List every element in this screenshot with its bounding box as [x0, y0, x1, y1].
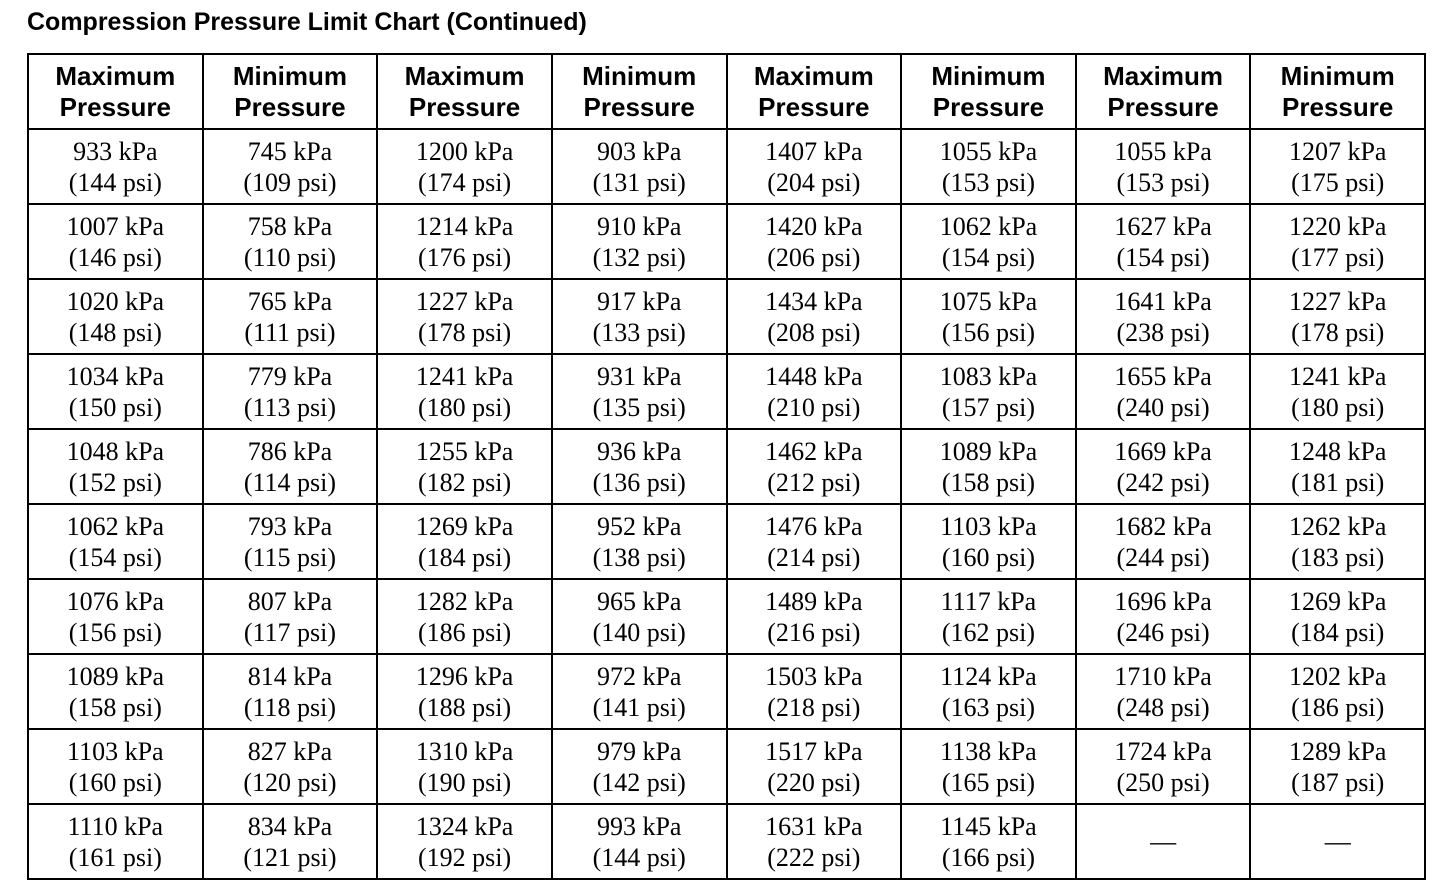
kpa-value: 1269 kPa — [1288, 586, 1387, 616]
kpa-value: 1655 kPa — [1114, 361, 1212, 391]
pressure-cell — [203, 279, 378, 354]
psi-value: (184 psi) — [417, 542, 512, 572]
psi-value: (242 psi) — [1116, 467, 1210, 497]
column-header — [203, 54, 378, 129]
kpa-value: 793 kPa — [247, 511, 333, 541]
pressure-cell — [901, 729, 1076, 804]
pressure-cell — [552, 504, 727, 579]
kpa-value: 1083 kPa — [939, 361, 1038, 391]
psi-value: (186 psi) — [417, 617, 512, 647]
psi-value: (240 psi) — [1116, 392, 1210, 422]
pressure-cell — [28, 354, 203, 429]
psi-value: (178 psi) — [1291, 317, 1385, 347]
pressure-cell — [1076, 579, 1251, 654]
pressure-cell — [552, 729, 727, 804]
pressure-cell — [552, 204, 727, 279]
psi-value: (182 psi) — [417, 467, 512, 497]
pressure-cell — [203, 129, 378, 204]
pressure-cell — [203, 579, 378, 654]
kpa-value: 1407 kPa — [765, 136, 863, 166]
kpa-value: 993 kPa — [596, 811, 682, 841]
psi-value: (166 psi) — [941, 842, 1036, 872]
psi-value: (140 psi) — [592, 617, 686, 647]
psi-value: (154 psi) — [1116, 242, 1210, 272]
pressure-cell — [901, 579, 1076, 654]
kpa-value: 1489 kPa — [765, 586, 863, 616]
pressure-cell — [28, 504, 203, 579]
pressure-cell — [901, 354, 1076, 429]
pressure-cell — [1076, 279, 1251, 354]
pressure-cell — [1250, 504, 1425, 579]
pressure-cell — [28, 654, 203, 729]
kpa-value: 1503 kPa — [765, 661, 863, 691]
kpa-value: 1075 kPa — [939, 286, 1038, 316]
pressure-cell — [28, 204, 203, 279]
pressure-cell — [28, 129, 203, 204]
psi-value: (114 psi) — [243, 467, 337, 497]
kpa-value: 1214 kPa — [415, 211, 514, 241]
kpa-value: 1062 kPa — [939, 211, 1038, 241]
pressure-cell — [203, 654, 378, 729]
pressure-cell — [203, 729, 378, 804]
kpa-value: 1207 kPa — [1288, 136, 1387, 166]
psi-value: (152 psi) — [68, 467, 162, 497]
psi-value: (180 psi) — [1291, 392, 1385, 422]
pressure-cell — [727, 579, 902, 654]
kpa-value: 1103 kPa — [940, 511, 1037, 541]
pressure-cell — [1076, 129, 1251, 204]
kpa-value: 1241 kPa — [1288, 361, 1387, 391]
psi-value: (177 psi) — [1291, 242, 1385, 272]
pressure-cell — [28, 279, 203, 354]
kpa-value: 1227 kPa — [1288, 286, 1387, 316]
psi-value: (154 psi) — [68, 542, 162, 572]
compression-pressure-table — [27, 53, 1426, 880]
kpa-value: 1420 kPa — [765, 211, 863, 241]
psi-value: (141 psi) — [592, 692, 686, 722]
column-header-line1: Maximum — [404, 60, 525, 91]
pressure-cell — [1076, 354, 1251, 429]
column-header-line2: Pressure — [234, 91, 346, 122]
pressure-cell — [901, 504, 1076, 579]
psi-value: (156 psi) — [941, 317, 1036, 347]
psi-value: (210 psi) — [767, 392, 861, 422]
column-header-line1: Maximum — [55, 60, 176, 91]
psi-value: (244 psi) — [1116, 542, 1210, 572]
pressure-cell — [1076, 654, 1251, 729]
kpa-value: 1034 kPa — [66, 361, 165, 391]
psi-value: (153 psi) — [1116, 167, 1210, 197]
psi-value: (218 psi) — [767, 692, 861, 722]
table-row — [28, 204, 1425, 279]
column-header — [377, 54, 552, 129]
psi-value: (113 psi) — [243, 392, 337, 422]
psi-value: (132 psi) — [592, 242, 686, 272]
pressure-cell — [377, 429, 552, 504]
psi-value: (120 psi) — [243, 767, 337, 797]
kpa-value: 1089 kPa — [939, 436, 1038, 466]
table-row — [28, 429, 1425, 504]
kpa-value: 1641 kPa — [1114, 286, 1212, 316]
pressure-cell — [377, 804, 552, 879]
psi-value: (220 psi) — [767, 767, 861, 797]
table-row — [28, 804, 1425, 879]
kpa-value: 1202 kPa — [1288, 661, 1387, 691]
psi-value: (150 psi) — [68, 392, 162, 422]
psi-value: (206 psi) — [767, 242, 861, 272]
kpa-value: 1262 kPa — [1288, 511, 1387, 541]
psi-value: (131 psi) — [592, 167, 686, 197]
pressure-cell — [1250, 279, 1425, 354]
psi-value: (246 psi) — [1116, 617, 1210, 647]
kpa-value: 1462 kPa — [765, 436, 863, 466]
table-row — [28, 129, 1425, 204]
table-row — [28, 279, 1425, 354]
psi-value: (158 psi) — [941, 467, 1036, 497]
pressure-cell — [377, 204, 552, 279]
column-header — [1076, 54, 1251, 129]
kpa-value: 1710 kPa — [1114, 661, 1212, 691]
column-header-line2: Pressure — [59, 91, 171, 122]
kpa-value: 1289 kPa — [1288, 736, 1387, 766]
psi-value: (115 psi) — [243, 542, 337, 572]
psi-value: (109 psi) — [243, 167, 337, 197]
pressure-cell — [28, 804, 203, 879]
psi-value: (118 psi) — [243, 692, 337, 722]
kpa-value: 1724 kPa — [1114, 736, 1212, 766]
kpa-value: 952 kPa — [596, 511, 682, 541]
column-header — [552, 54, 727, 129]
pressure-cell — [727, 729, 902, 804]
kpa-value: 779 kPa — [247, 361, 333, 391]
kpa-value: 1241 kPa — [415, 361, 514, 391]
column-header-line2: Pressure — [1107, 91, 1219, 122]
psi-value: (183 psi) — [1291, 542, 1385, 572]
kpa-value: 931 kPa — [596, 361, 682, 391]
kpa-value: 1296 kPa — [415, 661, 514, 691]
psi-value: (157 psi) — [941, 392, 1036, 422]
table-row — [28, 354, 1425, 429]
kpa-value: — — [1150, 827, 1177, 856]
pressure-cell — [1250, 129, 1425, 204]
pressure-cell — [901, 804, 1076, 879]
kpa-value: 972 kPa — [596, 661, 682, 691]
pressure-cell — [1250, 804, 1425, 879]
pressure-cell — [727, 804, 902, 879]
kpa-value: 1110 kPa — [67, 811, 164, 841]
psi-value: (178 psi) — [417, 317, 512, 347]
pressure-cell — [1076, 204, 1251, 279]
column-header-line2: Pressure — [1282, 91, 1394, 122]
pressure-cell — [203, 429, 378, 504]
kpa-value: 1089 kPa — [66, 661, 165, 691]
kpa-value: 1476 kPa — [765, 511, 863, 541]
kpa-value: 765 kPa — [247, 286, 333, 316]
psi-value: (187 psi) — [1291, 767, 1385, 797]
kpa-value: 814 kPa — [247, 661, 333, 691]
psi-value: (238 psi) — [1116, 317, 1210, 347]
kpa-value: 1117 kPa — [940, 586, 1037, 616]
column-header — [1250, 54, 1425, 129]
kpa-value: 1448 kPa — [765, 361, 863, 391]
kpa-value: 936 kPa — [596, 436, 682, 466]
column-header — [901, 54, 1076, 129]
column-header-line2: Pressure — [408, 91, 521, 122]
psi-value: (144 psi) — [592, 842, 686, 872]
kpa-value: 1055 kPa — [1114, 136, 1212, 166]
table-body — [28, 129, 1425, 879]
psi-value: (216 psi) — [767, 617, 861, 647]
pressure-cell — [203, 804, 378, 879]
psi-value: (248 psi) — [1116, 692, 1210, 722]
psi-value: (138 psi) — [592, 542, 686, 572]
psi-value: (163 psi) — [941, 692, 1036, 722]
kpa-value: 1631 kPa — [765, 811, 863, 841]
kpa-value: 745 kPa — [247, 136, 333, 166]
column-header-line1: Minimum — [582, 60, 697, 91]
pressure-cell — [552, 129, 727, 204]
table-header — [28, 54, 1425, 129]
psi-value: (117 psi) — [243, 617, 337, 647]
pressure-cell — [727, 654, 902, 729]
kpa-value: 979 kPa — [596, 736, 682, 766]
page-title: Compression Pressure Limit Chart (Continued) — [27, 8, 587, 36]
kpa-value: 1434 kPa — [765, 286, 863, 316]
pressure-cell — [1076, 804, 1251, 879]
column-header — [28, 54, 203, 129]
pressure-cell — [901, 429, 1076, 504]
psi-value: (160 psi) — [941, 542, 1036, 572]
pressure-cell — [1076, 729, 1251, 804]
column-header-line1: Minimum — [1280, 60, 1395, 91]
psi-value: (135 psi) — [592, 392, 686, 422]
pressure-cell — [552, 804, 727, 879]
kpa-value: 1682 kPa — [1114, 511, 1212, 541]
psi-value: (165 psi) — [941, 767, 1036, 797]
pressure-cell — [1076, 429, 1251, 504]
kpa-value: 903 kPa — [596, 136, 682, 166]
kpa-value: 807 kPa — [247, 586, 333, 616]
kpa-value: 1145 kPa — [940, 811, 1037, 841]
kpa-value: 1124 kPa — [940, 661, 1037, 691]
column-header — [727, 54, 902, 129]
psi-value: (204 psi) — [767, 167, 861, 197]
pressure-cell — [1250, 429, 1425, 504]
pressure-cell — [377, 504, 552, 579]
kpa-value: 1048 kPa — [66, 436, 165, 466]
psi-value: (174 psi) — [417, 167, 512, 197]
table-row — [28, 729, 1425, 804]
kpa-value: 786 kPa — [247, 436, 333, 466]
column-header-line1: Maximum — [753, 60, 874, 91]
kpa-value: 1103 kPa — [67, 736, 164, 766]
kpa-value: 1282 kPa — [415, 586, 514, 616]
psi-value: (154 psi) — [941, 242, 1036, 272]
pressure-cell — [203, 204, 378, 279]
kpa-value: 1138 kPa — [940, 736, 1037, 766]
psi-value: (148 psi) — [68, 317, 162, 347]
pressure-cell — [552, 579, 727, 654]
kpa-value: 1076 kPa — [66, 586, 165, 616]
column-header-line1: Minimum — [931, 60, 1046, 91]
kpa-value: 1020 kPa — [66, 286, 165, 316]
psi-value: (156 psi) — [68, 617, 162, 647]
pressure-cell — [727, 204, 902, 279]
pressure-cell — [727, 429, 902, 504]
column-header-line2: Pressure — [932, 91, 1045, 122]
pressure-cell — [1250, 204, 1425, 279]
kpa-value: 1627 kPa — [1114, 211, 1212, 241]
pressure-cell — [28, 729, 203, 804]
pressure-cell — [1250, 354, 1425, 429]
pressure-cell — [203, 354, 378, 429]
psi-value: (110 psi) — [243, 242, 337, 272]
kpa-value: 965 kPa — [596, 586, 682, 616]
psi-value: (121 psi) — [243, 842, 337, 872]
psi-value: (161 psi) — [68, 842, 162, 872]
kpa-value: — — [1324, 827, 1351, 856]
psi-value: (186 psi) — [1291, 692, 1385, 722]
column-header-line2: Pressure — [583, 91, 695, 122]
pressure-cell — [727, 504, 902, 579]
pressure-cell — [203, 504, 378, 579]
kpa-value: 1255 kPa — [415, 436, 514, 466]
psi-value: (133 psi) — [592, 317, 686, 347]
column-header-line2: Pressure — [758, 91, 870, 122]
kpa-value: 1669 kPa — [1114, 436, 1212, 466]
kpa-value: 758 kPa — [247, 211, 333, 241]
psi-value: (175 psi) — [1291, 167, 1385, 197]
kpa-value: 1062 kPa — [66, 511, 165, 541]
psi-value: (153 psi) — [941, 167, 1036, 197]
pressure-cell — [901, 129, 1076, 204]
pressure-cell — [552, 354, 727, 429]
pressure-cell — [727, 354, 902, 429]
psi-value: (158 psi) — [68, 692, 162, 722]
pressure-cell — [377, 129, 552, 204]
pressure-cell — [1076, 504, 1251, 579]
kpa-value: 933 kPa — [73, 136, 158, 166]
kpa-value: 1696 kPa — [1114, 586, 1212, 616]
column-header-line1: Maximum — [1103, 60, 1224, 91]
kpa-value: 834 kPa — [247, 811, 333, 841]
kpa-value: 1200 kPa — [415, 136, 514, 166]
psi-value: (176 psi) — [417, 242, 512, 272]
table-row — [28, 579, 1425, 654]
pressure-cell — [727, 129, 902, 204]
psi-value: (190 psi) — [417, 767, 512, 797]
kpa-value: 1310 kPa — [415, 736, 514, 766]
pressure-cell — [901, 654, 1076, 729]
psi-value: (184 psi) — [1291, 617, 1385, 647]
pressure-cell — [901, 204, 1076, 279]
pressure-cell — [1250, 579, 1425, 654]
psi-value: (146 psi) — [68, 242, 162, 272]
psi-value: (160 psi) — [68, 767, 162, 797]
pressure-cell — [377, 279, 552, 354]
pressure-cell — [901, 279, 1076, 354]
kpa-value: 910 kPa — [596, 211, 682, 241]
pressure-cell — [552, 429, 727, 504]
pressure-cell — [28, 429, 203, 504]
kpa-value: 1055 kPa — [939, 136, 1038, 166]
pressure-cell — [377, 654, 552, 729]
psi-value: (212 psi) — [767, 467, 861, 497]
kpa-value: 1269 kPa — [415, 511, 514, 541]
psi-value: (136 psi) — [592, 467, 686, 497]
kpa-value: 827 kPa — [247, 736, 333, 766]
pressure-cell — [727, 279, 902, 354]
psi-value: (111 psi) — [244, 317, 336, 347]
psi-value: (214 psi) — [767, 542, 861, 572]
psi-value: (180 psi) — [417, 392, 512, 422]
kpa-value: 1248 kPa — [1288, 436, 1387, 466]
psi-value: (144 psi) — [68, 167, 162, 197]
kpa-value: 1227 kPa — [415, 286, 514, 316]
pressure-cell — [552, 654, 727, 729]
psi-value: (188 psi) — [417, 692, 512, 722]
psi-value: (250 psi) — [1116, 767, 1210, 797]
psi-value: (192 psi) — [417, 842, 512, 872]
kpa-value: 1517 kPa — [765, 736, 863, 766]
kpa-value: 1324 kPa — [415, 811, 514, 841]
table-row — [28, 654, 1425, 729]
psi-value: (222 psi) — [767, 842, 861, 872]
kpa-value: 917 kPa — [596, 286, 682, 316]
pressure-cell — [1250, 729, 1425, 804]
pressure-cell — [1250, 654, 1425, 729]
column-header-line1: Minimum — [232, 60, 347, 91]
psi-value: (208 psi) — [767, 317, 861, 347]
psi-value: (181 psi) — [1291, 467, 1385, 497]
header-row — [28, 54, 1425, 129]
psi-value: (162 psi) — [941, 617, 1036, 647]
kpa-value: 1220 kPa — [1288, 211, 1387, 241]
pressure-cell — [552, 279, 727, 354]
kpa-value: 1007 kPa — [66, 211, 165, 241]
pressure-cell — [377, 729, 552, 804]
pressure-cell — [28, 579, 203, 654]
psi-value: (142 psi) — [592, 767, 686, 797]
table-row — [28, 504, 1425, 579]
pressure-cell — [377, 579, 552, 654]
pressure-cell — [377, 354, 552, 429]
